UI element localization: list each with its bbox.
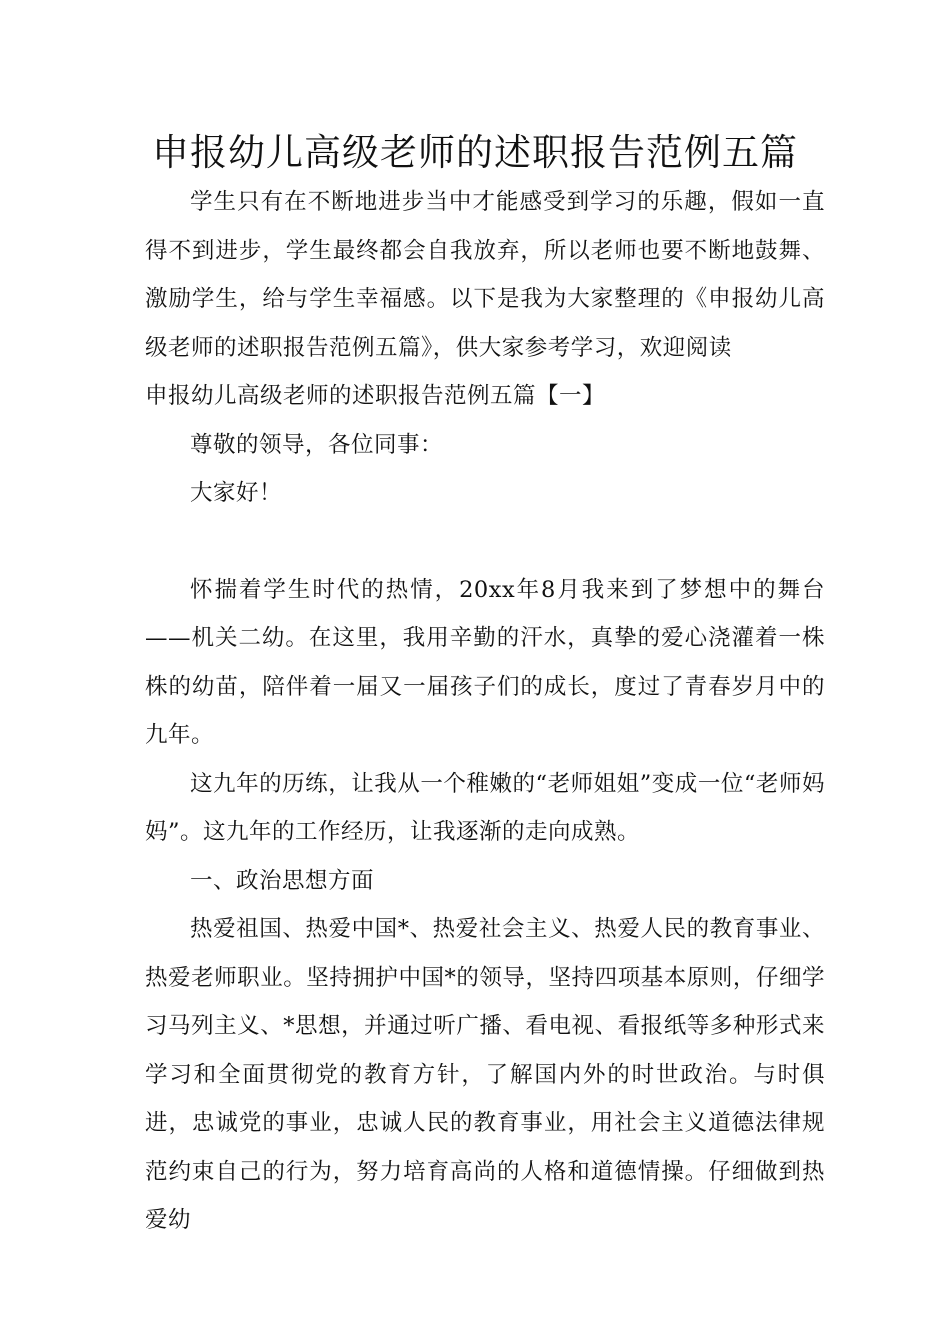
blank-line (145, 518, 825, 566)
body-paragraph: 怀揣着学生时代的热情，20xx年8月我来到了梦想中的舞台——机关二幼。在这里，我用辛勤的汗水，真挚的爱心浇灌着一株株的幼苗，陪伴着一届又一届孩子们的成长，度过了青春岁月中的九年。 (145, 576, 825, 748)
body-paragraph: 这九年的历练，让我从一个稚嫩的“老师姐姐”变成一位“老师妈妈”。这九年的工作经历，让我逐渐的走向成熟。 (145, 770, 825, 845)
document-body (145, 178, 825, 1245)
body-paragraph: 热爱祖国、热爱中国*、热爱社会主义、热爱人民的教育事业、热爱老师职业。坚持拥护中国*的领导，坚持四项基本原则，仔细学习马列主义、*思想，并通过听广播、看电视、看报纸等多种形式来学习和全面贯彻党的教育方针，了解国内外的时世政治。与时俱进，忠诚党的事业，忠诚人民的教育事业，用社会主义道德法律规范约束自己的行为，努力培育高尚的人格和道德情操。仔细做到热爱幼 (145, 916, 825, 1233)
subsection-heading: 一、政治思想方面 (190, 867, 375, 894)
greeting: 大家好！ (190, 480, 283, 506)
salutation: 尊敬的领导，各位同事： (190, 431, 444, 458)
section-heading: 申报幼儿高级老师的述职报告范例五篇【一】 (145, 383, 606, 409)
intro-paragraph: 学生只有在不断地进步当中才能感受到学习的乐趣，假如一直得不到进步，学生最终都会自我放弃，所以老师也要不断地鼓舞、激励学生，给与学生幸福感。以下是我为大家整理的《申报幼儿高级老师的述职报告范例五篇》，供大家参考学习，欢迎阅读 (145, 189, 825, 361)
document-title: 申报幼儿高级老师的述职报告范例五篇 (152, 131, 798, 174)
